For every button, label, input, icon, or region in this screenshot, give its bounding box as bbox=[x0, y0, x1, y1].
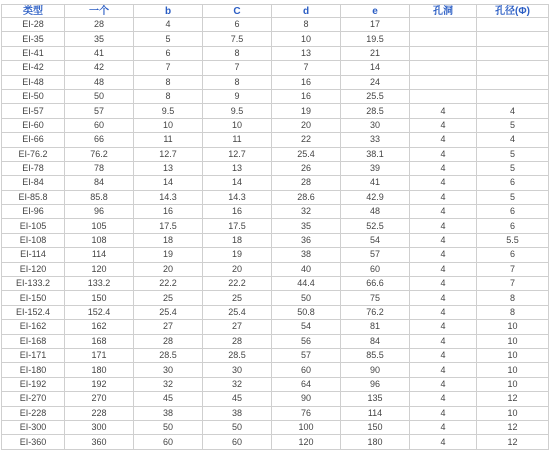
cell-type: EI-180 bbox=[2, 363, 65, 377]
cell-type: EI-35 bbox=[2, 32, 65, 46]
table-row bbox=[2, 147, 549, 161]
cell-hole-diameter: 10 bbox=[477, 334, 549, 348]
cell-d: 28 bbox=[272, 176, 341, 190]
table-row bbox=[2, 89, 549, 103]
cell-c: 18 bbox=[203, 233, 272, 247]
cell-b: 28.5 bbox=[134, 348, 203, 362]
cell-d: 90 bbox=[272, 392, 341, 406]
cell-type: EI-300 bbox=[2, 420, 65, 434]
table-row bbox=[2, 262, 549, 276]
cell-holes: 4 bbox=[410, 348, 477, 362]
cell-hole-diameter bbox=[477, 61, 549, 75]
cell-holes: 4 bbox=[410, 334, 477, 348]
cell-a: 105 bbox=[65, 219, 134, 233]
table-row bbox=[2, 248, 549, 262]
cell-c: 19 bbox=[203, 248, 272, 262]
cell-hole-diameter: 6 bbox=[477, 205, 549, 219]
cell-b: 18 bbox=[134, 233, 203, 247]
header-e: e bbox=[341, 5, 410, 18]
cell-hole-diameter bbox=[477, 75, 549, 89]
cell-hole-diameter: 10 bbox=[477, 377, 549, 391]
cell-type: EI-66 bbox=[2, 133, 65, 147]
cell-hole-diameter: 6 bbox=[477, 219, 549, 233]
cell-e: 81 bbox=[341, 320, 410, 334]
cell-d: 19 bbox=[272, 104, 341, 118]
cell-holes: 4 bbox=[410, 291, 477, 305]
table-row bbox=[2, 176, 549, 190]
cell-type: EI-152.4 bbox=[2, 305, 65, 319]
cell-b: 19 bbox=[134, 248, 203, 262]
cell-hole-diameter: 5 bbox=[477, 147, 549, 161]
cell-c: 45 bbox=[203, 392, 272, 406]
cell-e: 84 bbox=[341, 334, 410, 348]
cell-a: 108 bbox=[65, 233, 134, 247]
cell-hole-diameter: 4 bbox=[477, 104, 549, 118]
table-row bbox=[2, 291, 549, 305]
cell-d: 16 bbox=[272, 75, 341, 89]
table-row bbox=[2, 435, 549, 449]
cell-b: 12.7 bbox=[134, 147, 203, 161]
cell-type: EI-76.2 bbox=[2, 147, 65, 161]
cell-c: 6 bbox=[203, 18, 272, 32]
cell-type: EI-360 bbox=[2, 435, 65, 449]
cell-hole-diameter bbox=[477, 32, 549, 46]
table-row bbox=[2, 420, 549, 434]
cell-holes bbox=[410, 46, 477, 60]
cell-a: 133.2 bbox=[65, 277, 134, 291]
table-row bbox=[2, 161, 549, 175]
cell-a: 171 bbox=[65, 348, 134, 362]
cell-holes: 4 bbox=[410, 190, 477, 204]
cell-type: EI-42 bbox=[2, 61, 65, 75]
cell-e: 96 bbox=[341, 377, 410, 391]
cell-hole-diameter: 5 bbox=[477, 190, 549, 204]
cell-d: 64 bbox=[272, 377, 341, 391]
cell-c: 14.3 bbox=[203, 190, 272, 204]
cell-a: 300 bbox=[65, 420, 134, 434]
cell-d: 54 bbox=[272, 320, 341, 334]
cell-a: 270 bbox=[65, 392, 134, 406]
cell-e: 57 bbox=[341, 248, 410, 262]
cell-holes: 4 bbox=[410, 320, 477, 334]
cell-b: 11 bbox=[134, 133, 203, 147]
cell-holes bbox=[410, 18, 477, 32]
cell-b: 4 bbox=[134, 18, 203, 32]
cell-b: 8 bbox=[134, 89, 203, 103]
cell-c: 9 bbox=[203, 89, 272, 103]
cell-hole-diameter: 12 bbox=[477, 392, 549, 406]
cell-a: 114 bbox=[65, 248, 134, 262]
cell-type: EI-228 bbox=[2, 406, 65, 420]
cell-holes: 4 bbox=[410, 248, 477, 262]
cell-hole-diameter: 5 bbox=[477, 161, 549, 175]
cell-e: 30 bbox=[341, 118, 410, 132]
cell-d: 28.6 bbox=[272, 190, 341, 204]
cell-hole-diameter: 5.5 bbox=[477, 233, 549, 247]
cell-type: EI-120 bbox=[2, 262, 65, 276]
cell-type: EI-96 bbox=[2, 205, 65, 219]
cell-d: 26 bbox=[272, 161, 341, 175]
cell-holes: 4 bbox=[410, 161, 477, 175]
cell-b: 25.4 bbox=[134, 305, 203, 319]
cell-b: 8 bbox=[134, 75, 203, 89]
cell-c: 10 bbox=[203, 118, 272, 132]
cell-c: 28 bbox=[203, 334, 272, 348]
cell-type: EI-85.8 bbox=[2, 190, 65, 204]
cell-e: 150 bbox=[341, 420, 410, 434]
cell-type: EI-108 bbox=[2, 233, 65, 247]
cell-type: EI-50 bbox=[2, 89, 65, 103]
cell-type: EI-192 bbox=[2, 377, 65, 391]
cell-b: 30 bbox=[134, 363, 203, 377]
cell-d: 56 bbox=[272, 334, 341, 348]
cell-d: 44.4 bbox=[272, 277, 341, 291]
cell-c: 25 bbox=[203, 291, 272, 305]
cell-a: 35 bbox=[65, 32, 134, 46]
cell-hole-diameter bbox=[477, 46, 549, 60]
cell-c: 20 bbox=[203, 262, 272, 276]
cell-holes: 4 bbox=[410, 277, 477, 291]
cell-e: 24 bbox=[341, 75, 410, 89]
header-hole-diameter: 孔径(Φ) bbox=[477, 5, 549, 18]
cell-b: 9.5 bbox=[134, 104, 203, 118]
cell-b: 17.5 bbox=[134, 219, 203, 233]
cell-c: 32 bbox=[203, 377, 272, 391]
cell-a: 42 bbox=[65, 61, 134, 75]
cell-c: 8 bbox=[203, 75, 272, 89]
cell-holes: 4 bbox=[410, 377, 477, 391]
cell-d: 76 bbox=[272, 406, 341, 420]
cell-e: 52.5 bbox=[341, 219, 410, 233]
cell-e: 14 bbox=[341, 61, 410, 75]
cell-b: 5 bbox=[134, 32, 203, 46]
cell-e: 21 bbox=[341, 46, 410, 60]
cell-e: 135 bbox=[341, 392, 410, 406]
cell-d: 10 bbox=[272, 32, 341, 46]
cell-a: 48 bbox=[65, 75, 134, 89]
cell-b: 60 bbox=[134, 435, 203, 449]
cell-e: 42.9 bbox=[341, 190, 410, 204]
cell-e: 33 bbox=[341, 133, 410, 147]
cell-type: EI-41 bbox=[2, 46, 65, 60]
cell-a: 84 bbox=[65, 176, 134, 190]
ei-spec-table bbox=[1, 4, 549, 450]
cell-b: 32 bbox=[134, 377, 203, 391]
cell-d: 57 bbox=[272, 348, 341, 362]
cell-a: 41 bbox=[65, 46, 134, 60]
table-row bbox=[2, 305, 549, 319]
cell-hole-diameter: 12 bbox=[477, 420, 549, 434]
cell-hole-diameter: 6 bbox=[477, 176, 549, 190]
cell-d: 8 bbox=[272, 18, 341, 32]
cell-c: 50 bbox=[203, 420, 272, 434]
cell-a: 192 bbox=[65, 377, 134, 391]
cell-hole-diameter: 10 bbox=[477, 320, 549, 334]
cell-b: 25 bbox=[134, 291, 203, 305]
table-row bbox=[2, 406, 549, 420]
cell-holes: 4 bbox=[410, 363, 477, 377]
cell-c: 8 bbox=[203, 46, 272, 60]
cell-a: 96 bbox=[65, 205, 134, 219]
cell-b: 27 bbox=[134, 320, 203, 334]
cell-holes: 4 bbox=[410, 406, 477, 420]
table-row bbox=[2, 334, 549, 348]
cell-type: EI-168 bbox=[2, 334, 65, 348]
header-type: 类型 bbox=[2, 5, 65, 18]
cell-c: 38 bbox=[203, 406, 272, 420]
table-row bbox=[2, 363, 549, 377]
cell-b: 38 bbox=[134, 406, 203, 420]
cell-e: 75 bbox=[341, 291, 410, 305]
cell-e: 17 bbox=[341, 18, 410, 32]
cell-holes: 4 bbox=[410, 133, 477, 147]
cell-c: 30 bbox=[203, 363, 272, 377]
cell-b: 16 bbox=[134, 205, 203, 219]
cell-hole-diameter: 12 bbox=[477, 435, 549, 449]
cell-holes: 4 bbox=[410, 392, 477, 406]
cell-c: 28.5 bbox=[203, 348, 272, 362]
cell-a: 66 bbox=[65, 133, 134, 147]
cell-d: 40 bbox=[272, 262, 341, 276]
cell-c: 27 bbox=[203, 320, 272, 334]
cell-e: 28.5 bbox=[341, 104, 410, 118]
cell-e: 180 bbox=[341, 435, 410, 449]
cell-type: EI-84 bbox=[2, 176, 65, 190]
cell-hole-diameter: 8 bbox=[477, 305, 549, 319]
cell-a: 85.8 bbox=[65, 190, 134, 204]
table-row bbox=[2, 377, 549, 391]
cell-d: 32 bbox=[272, 205, 341, 219]
table-row bbox=[2, 320, 549, 334]
cell-holes: 4 bbox=[410, 176, 477, 190]
cell-d: 7 bbox=[272, 61, 341, 75]
cell-e: 19.5 bbox=[341, 32, 410, 46]
cell-e: 41 bbox=[341, 176, 410, 190]
cell-b: 28 bbox=[134, 334, 203, 348]
cell-type: EI-114 bbox=[2, 248, 65, 262]
cell-c: 60 bbox=[203, 435, 272, 449]
table-row bbox=[2, 46, 549, 60]
cell-a: 150 bbox=[65, 291, 134, 305]
cell-c: 16 bbox=[203, 205, 272, 219]
table-row bbox=[2, 133, 549, 147]
cell-type: EI-133.2 bbox=[2, 277, 65, 291]
cell-holes bbox=[410, 61, 477, 75]
cell-e: 39 bbox=[341, 161, 410, 175]
cell-d: 50.8 bbox=[272, 305, 341, 319]
cell-c: 17.5 bbox=[203, 219, 272, 233]
cell-a: 28 bbox=[65, 18, 134, 32]
cell-e: 85.5 bbox=[341, 348, 410, 362]
cell-c: 14 bbox=[203, 176, 272, 190]
cell-holes: 4 bbox=[410, 420, 477, 434]
cell-e: 38.1 bbox=[341, 147, 410, 161]
cell-e: 90 bbox=[341, 363, 410, 377]
cell-b: 50 bbox=[134, 420, 203, 434]
cell-a: 180 bbox=[65, 363, 134, 377]
cell-holes: 4 bbox=[410, 219, 477, 233]
cell-a: 162 bbox=[65, 320, 134, 334]
cell-hole-diameter: 10 bbox=[477, 406, 549, 420]
cell-type: EI-270 bbox=[2, 392, 65, 406]
table-row bbox=[2, 219, 549, 233]
cell-hole-diameter: 8 bbox=[477, 291, 549, 305]
cell-d: 20 bbox=[272, 118, 341, 132]
cell-holes bbox=[410, 75, 477, 89]
cell-a: 360 bbox=[65, 435, 134, 449]
cell-holes: 4 bbox=[410, 262, 477, 276]
cell-hole-diameter bbox=[477, 89, 549, 103]
cell-hole-diameter: 6 bbox=[477, 248, 549, 262]
cell-holes: 4 bbox=[410, 118, 477, 132]
table-header-row bbox=[2, 5, 549, 18]
cell-c: 22.2 bbox=[203, 277, 272, 291]
cell-hole-diameter: 10 bbox=[477, 363, 549, 377]
cell-e: 54 bbox=[341, 233, 410, 247]
cell-holes: 4 bbox=[410, 104, 477, 118]
cell-hole-diameter: 10 bbox=[477, 348, 549, 362]
table-row bbox=[2, 233, 549, 247]
header-holes: 孔洞 bbox=[410, 5, 477, 18]
table-row bbox=[2, 190, 549, 204]
table-row bbox=[2, 118, 549, 132]
cell-hole-diameter: 7 bbox=[477, 277, 549, 291]
cell-a: 152.4 bbox=[65, 305, 134, 319]
cell-a: 76.2 bbox=[65, 147, 134, 161]
table-row bbox=[2, 277, 549, 291]
cell-a: 228 bbox=[65, 406, 134, 420]
cell-c: 11 bbox=[203, 133, 272, 147]
table-row bbox=[2, 205, 549, 219]
cell-b: 14.3 bbox=[134, 190, 203, 204]
cell-d: 16 bbox=[272, 89, 341, 103]
cell-holes: 4 bbox=[410, 435, 477, 449]
cell-c: 7.5 bbox=[203, 32, 272, 46]
cell-b: 6 bbox=[134, 46, 203, 60]
cell-d: 13 bbox=[272, 46, 341, 60]
cell-hole-diameter: 5 bbox=[477, 118, 549, 132]
cell-e: 66.6 bbox=[341, 277, 410, 291]
cell-e: 60 bbox=[341, 262, 410, 276]
cell-type: EI-57 bbox=[2, 104, 65, 118]
cell-e: 76.2 bbox=[341, 305, 410, 319]
cell-d: 60 bbox=[272, 363, 341, 377]
cell-d: 50 bbox=[272, 291, 341, 305]
cell-c: 7 bbox=[203, 61, 272, 75]
header-b: b bbox=[134, 5, 203, 18]
cell-d: 22 bbox=[272, 133, 341, 147]
cell-hole-diameter: 4 bbox=[477, 133, 549, 147]
cell-c: 25.4 bbox=[203, 305, 272, 319]
cell-d: 25.4 bbox=[272, 147, 341, 161]
table-row bbox=[2, 18, 549, 32]
cell-hole-diameter bbox=[477, 18, 549, 32]
cell-holes bbox=[410, 32, 477, 46]
cell-e: 48 bbox=[341, 205, 410, 219]
cell-type: EI-78 bbox=[2, 161, 65, 175]
cell-b: 14 bbox=[134, 176, 203, 190]
cell-hole-diameter: 7 bbox=[477, 262, 549, 276]
cell-type: EI-28 bbox=[2, 18, 65, 32]
table-row bbox=[2, 75, 549, 89]
table-row bbox=[2, 392, 549, 406]
cell-holes: 4 bbox=[410, 305, 477, 319]
cell-a: 50 bbox=[65, 89, 134, 103]
cell-a: 168 bbox=[65, 334, 134, 348]
table-row bbox=[2, 61, 549, 75]
cell-b: 45 bbox=[134, 392, 203, 406]
cell-d: 38 bbox=[272, 248, 341, 262]
table-body bbox=[2, 18, 549, 450]
cell-d: 35 bbox=[272, 219, 341, 233]
table-row bbox=[2, 104, 549, 118]
header-c: C bbox=[203, 5, 272, 18]
cell-d: 120 bbox=[272, 435, 341, 449]
cell-b: 20 bbox=[134, 262, 203, 276]
cell-type: EI-162 bbox=[2, 320, 65, 334]
cell-a: 60 bbox=[65, 118, 134, 132]
cell-type: EI-105 bbox=[2, 219, 65, 233]
cell-e: 25.5 bbox=[341, 89, 410, 103]
cell-holes bbox=[410, 89, 477, 103]
cell-holes: 4 bbox=[410, 233, 477, 247]
cell-c: 12.7 bbox=[203, 147, 272, 161]
cell-a: 78 bbox=[65, 161, 134, 175]
cell-holes: 4 bbox=[410, 147, 477, 161]
cell-type: EI-60 bbox=[2, 118, 65, 132]
cell-c: 13 bbox=[203, 161, 272, 175]
cell-type: EI-171 bbox=[2, 348, 65, 362]
table-row bbox=[2, 348, 549, 362]
cell-a: 120 bbox=[65, 262, 134, 276]
cell-d: 36 bbox=[272, 233, 341, 247]
cell-holes: 4 bbox=[410, 205, 477, 219]
cell-a: 57 bbox=[65, 104, 134, 118]
cell-b: 10 bbox=[134, 118, 203, 132]
cell-b: 22.2 bbox=[134, 277, 203, 291]
cell-type: EI-150 bbox=[2, 291, 65, 305]
cell-e: 114 bbox=[341, 406, 410, 420]
cell-type: EI-48 bbox=[2, 75, 65, 89]
cell-b: 13 bbox=[134, 161, 203, 175]
header-d: d bbox=[272, 5, 341, 18]
table-row bbox=[2, 32, 549, 46]
cell-c: 9.5 bbox=[203, 104, 272, 118]
cell-d: 100 bbox=[272, 420, 341, 434]
cell-b: 7 bbox=[134, 61, 203, 75]
header-a: 一个 bbox=[65, 5, 134, 18]
